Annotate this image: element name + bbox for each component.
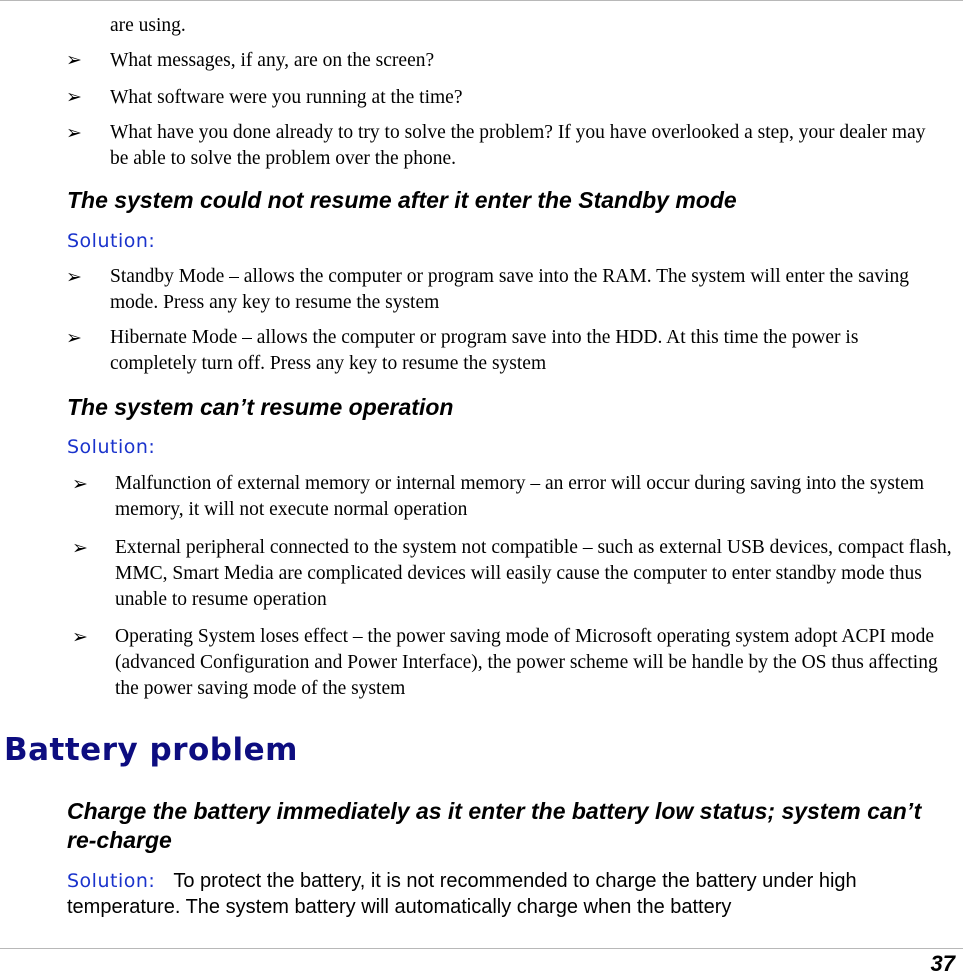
resume-solution-label: Solution: (67, 436, 156, 458)
list-item: Malfunction of external memory or internal memory – an error will occur during saving into the system memory, it will not execute normal operation (115, 473, 925, 520)
bullet-icon: ➢ (66, 49, 82, 71)
battery-solution-text: To protect the battery, it is not recommended to charge the battery under high temperature. The system battery will automatically charge when the battery (67, 870, 857, 918)
bullet-icon: ➢ (72, 473, 88, 495)
bullet-icon: ➢ (66, 327, 82, 349)
list-item: What messages, if any, are on the screen? (110, 50, 435, 71)
battery-solution-paragraph (67, 868, 947, 920)
bullet-icon: ➢ (72, 537, 88, 559)
bullet-icon: ➢ (66, 122, 82, 144)
list-item: Hibernate Mode – allows the computer or program save into the HDD. At this time the power is completely turn off. Press any key to resume the system (110, 327, 859, 374)
standby-solution-label: Solution: (67, 230, 156, 252)
bullet-icon: ➢ (66, 266, 82, 288)
list-item: Operating System loses effect – the power saving mode of Microsoft operating system adopt ACPI mode (advanced Configuration and Power Interface), the power scheme will be handle by the OS thus affecting the power saving mode of the system (115, 626, 938, 699)
resume-heading: The system can’t resume operation (67, 394, 454, 420)
list-item: What software were you running at the time? (110, 87, 463, 108)
battery-solution-label: Solution: (67, 870, 156, 892)
bottom-rule (0, 948, 963, 949)
top-rule (0, 0, 963, 1)
list-item: Standby Mode – allows the computer or program save into the RAM. The system will enter the saving mode. Press any key to resume the system (110, 266, 909, 313)
battery-section-title: Battery problem (4, 732, 298, 768)
list-item: External peripheral connected to the system not compatible – such as external USB devices, compact flash, MMC, Smart Media are complicated devices will easily cause the computer to enter standby mode thus unable to resume operation (115, 537, 952, 610)
continuation-text: are using. (110, 15, 186, 36)
battery-subheading: Charge the battery immediately as it enter the battery low status; system can’t re-charge (67, 798, 922, 853)
bullet-icon: ➢ (66, 86, 82, 108)
list-item: What have you done already to try to solve the problem? If you have overlooked a step, your dealer may be able to solve the problem over the phone. (110, 122, 926, 169)
bullet-icon: ➢ (72, 626, 88, 648)
standby-heading: The system could not resume after it enter the Standby mode (67, 187, 737, 213)
page-number: 37 (930, 951, 955, 976)
